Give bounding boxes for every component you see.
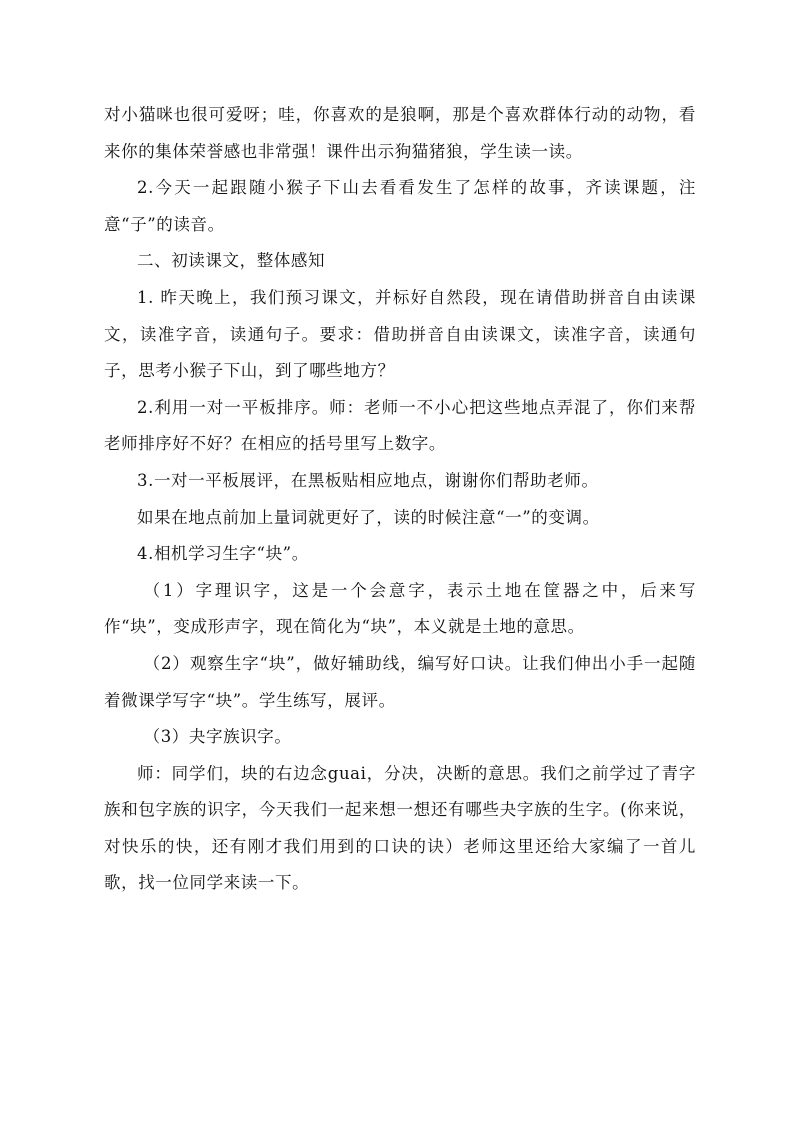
paragraph-quantifier: 如果在地点前加上量词就更好了，读的时候注意“一”的变调。: [137, 507, 600, 527]
paragraph-step-4: 4.相机学习生字“块”。: [137, 544, 309, 564]
document-body: [104, 97, 696, 902]
paragraph-step-3: 3.一对一平板展评，在黑板贴相应地点，谢谢你们帮助老师。: [137, 470, 599, 490]
paragraph-sub-1: （1）字理识字，这是一个会意字，表示土地在筐器之中，后来写作“块”，变成形声字，现在简化为“块”，本义就是土地的意思。: [104, 580, 696, 637]
paragraph-teacher: 师：同学们，块的右边念guai，分决，决断的意思。我们之前学过了青字族和包字族的识字，今天我们一起来想一想还有哪些夬字族的生字。(你来说，对快乐的快，还有刚才我们用到的口诀的诀）老师这里还给大家编了一首儿歌，找一位同学来读一下。: [104, 763, 696, 893]
paragraph-sub-3: （3）夬字族识字。: [143, 727, 292, 747]
paragraph-step-2: 2.今天一起跟随小猴子下山去看看发生了怎样的故事，齐读课题，注意“子”的读音。: [104, 178, 696, 234]
paragraph-step-2-sort: 2.利用一对一平板排序。师：老师一不小心把这些地点弄混了，你们来帮老师排序好不好？在相应的括号里写上数字。: [104, 397, 696, 454]
paragraph-sub-2: （2）观察生字“块”，做好辅助线，编写好口诀。让我们伸出小手一起随着微课学写字“块”。学生练写，展评。: [104, 653, 696, 710]
section-heading: 二、初读课文，整体感知: [137, 251, 326, 271]
paragraph-continuation: 对小猫咪也很可爱呀；哇，你喜欢的是狼啊，那是个喜欢群体行动的动物，看来你的集体荣誉感也非常强！课件出示狗猫猪狼，学生读一读。: [104, 105, 696, 161]
paragraph-step-1: 1. 昨天晚上，我们预习课文，并标好自然段，现在请借助拼音自由读课文，读准字音，读通句子。要求：借助拼音自由读课文，读准字音，读通句子，思考小猴子下山，到了哪些地方？: [104, 287, 696, 381]
